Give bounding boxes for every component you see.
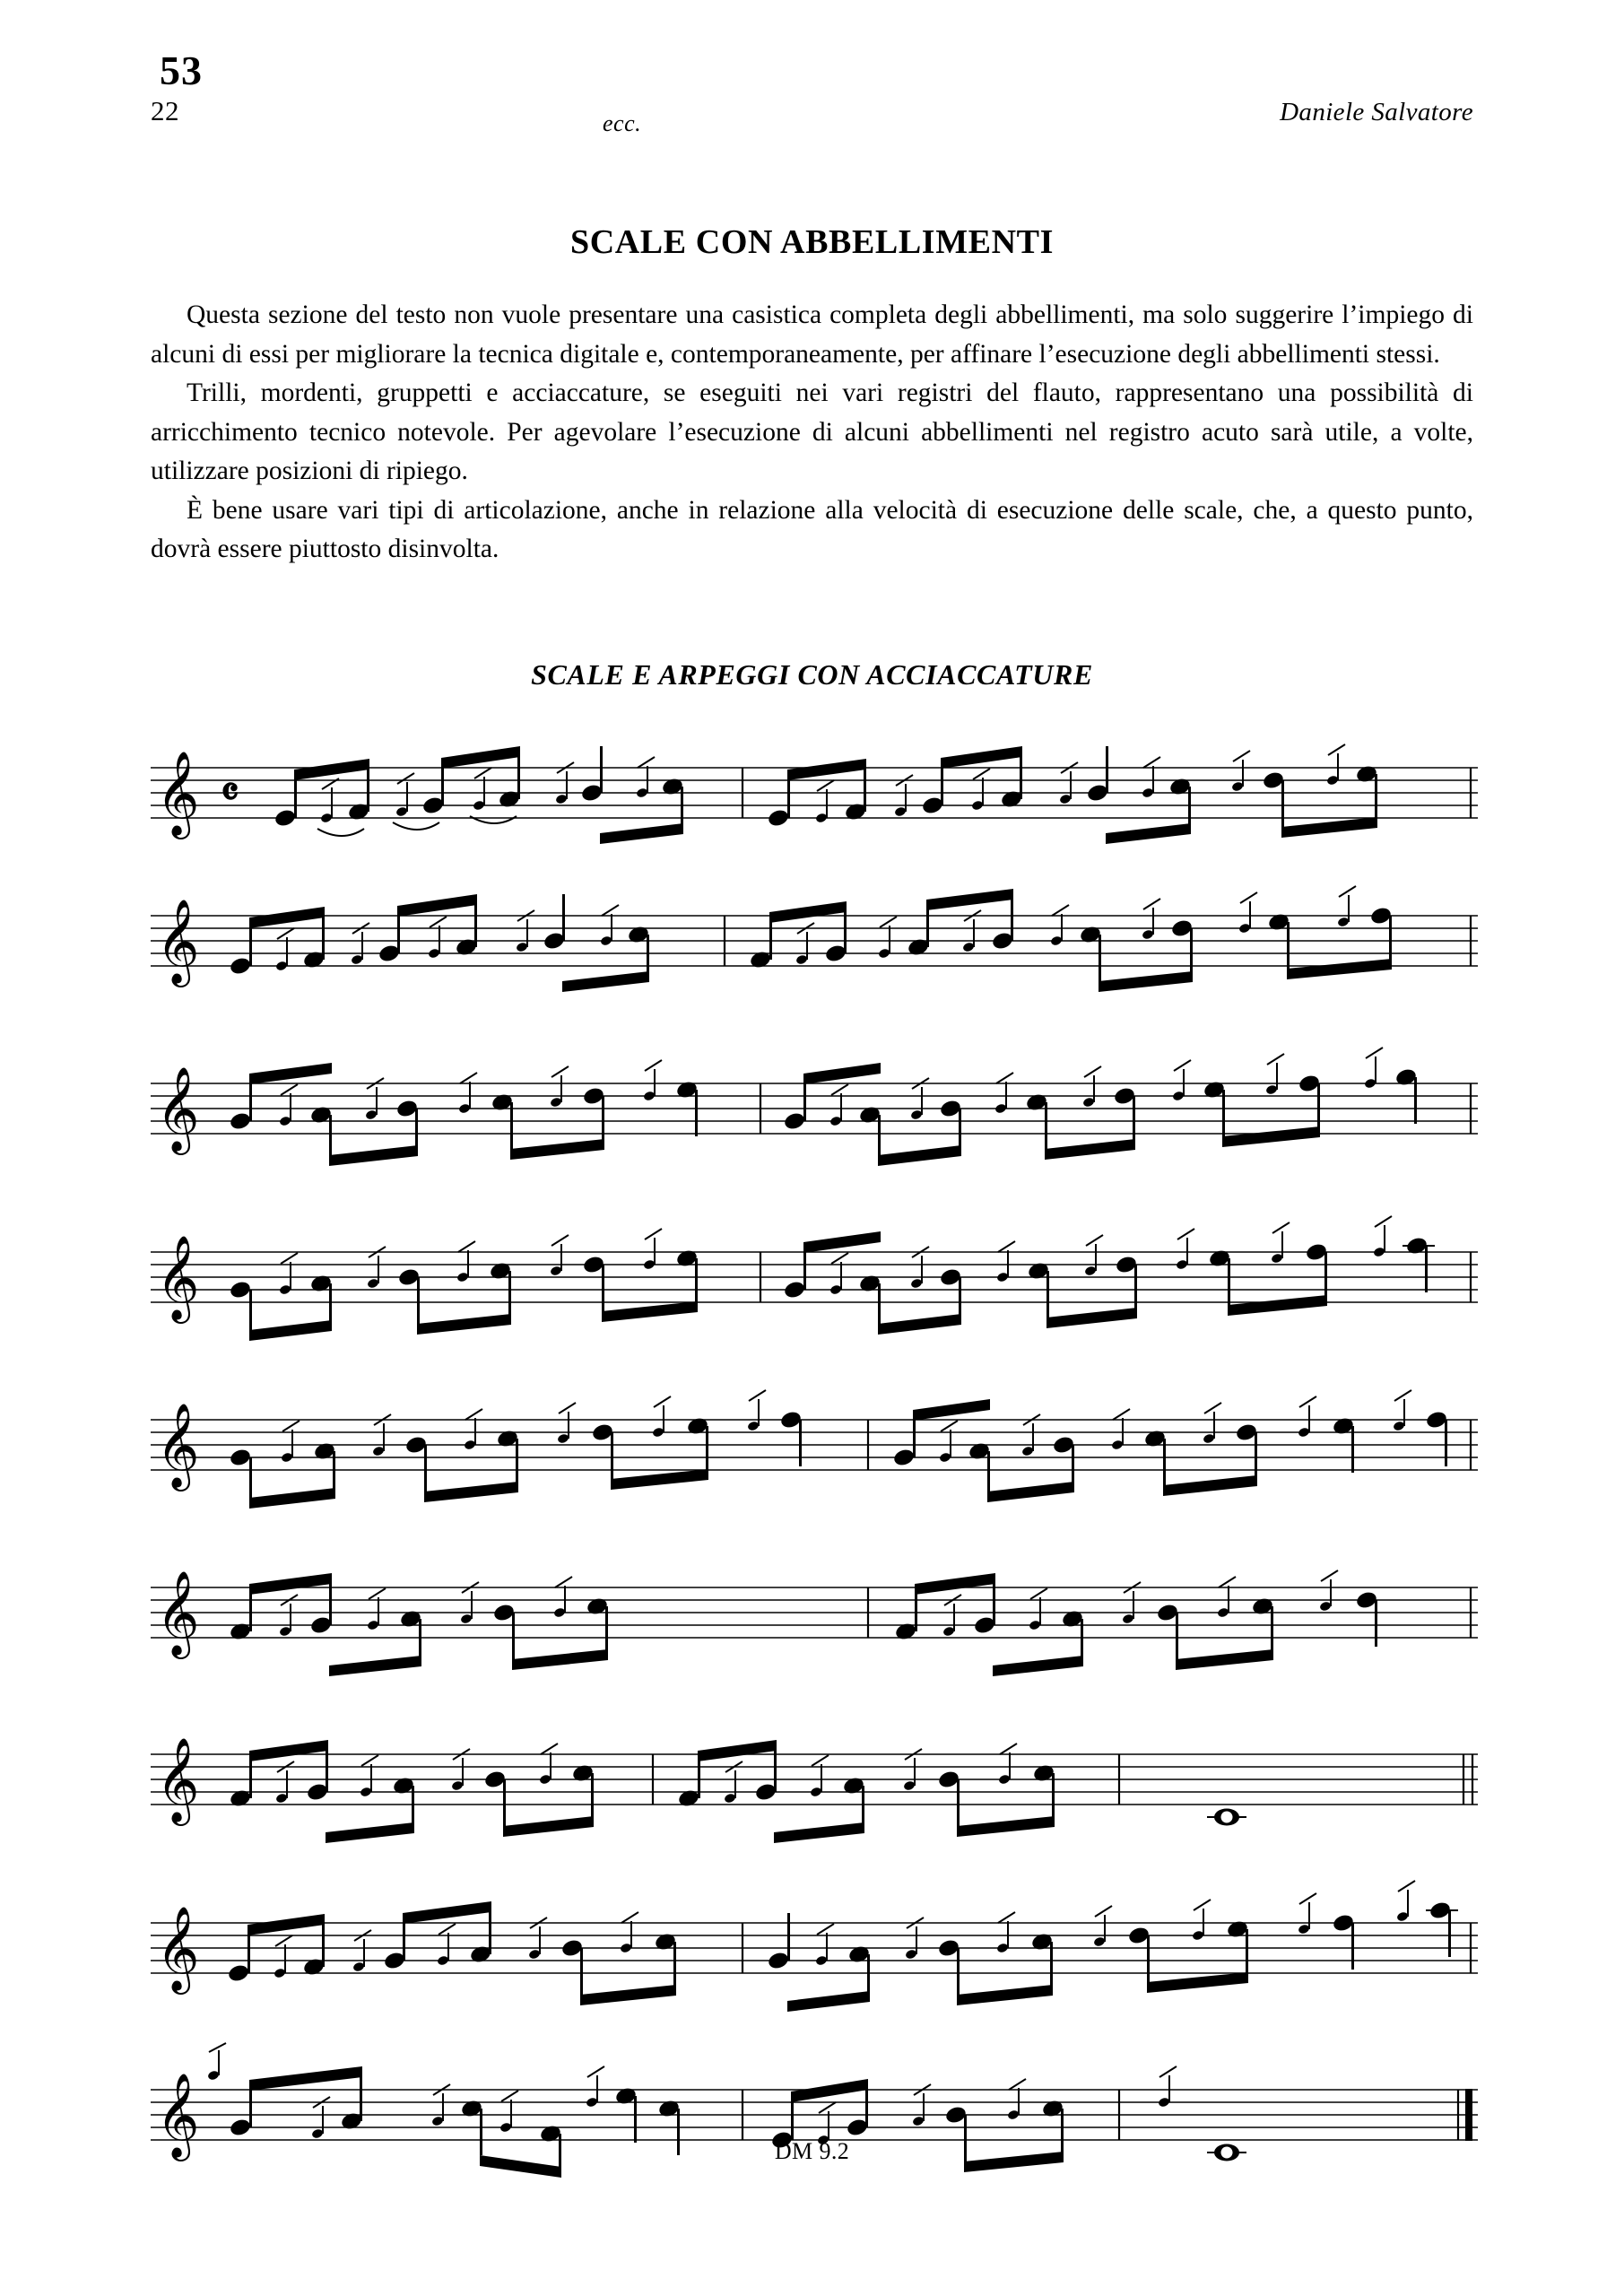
staff-system-1 [151,718,1478,861]
staff-lines [151,1420,1478,1470]
treble-clef-icon: 𝄞 [156,2073,200,2158]
treble-clef-icon: 𝄞 [156,899,200,984]
staff-system-6 [151,1537,1478,1681]
staff-system-7 [151,1704,1478,1848]
body-text [151,296,1473,570]
treble-clef-icon: 𝄞 [156,1737,200,1822]
treble-clef-icon: 𝄞 [156,1906,200,1991]
page-footer: DM 9.2 [774,2138,850,2164]
paragraph-1: Questa sezione del testo non vuole presentare una casistica completa degli abbellimenti, ma solo suggerire l’impiego di alcuni di essi per migliorare la tecnica digitale e, contemporaneamente, per affinare l’esecuzione degli abbellimenti stessi. [151,300,1473,369]
running-head [151,97,1473,138]
treble-clef-icon: 𝄞 [156,1235,200,1320]
staff-system-8 [151,1873,1478,2016]
staff-system-4 [151,1202,1478,1345]
treble-clef-icon: 𝄞 [156,1066,200,1152]
staff-system-5 [151,1370,1478,1513]
treble-clef-icon: 𝄞 [156,1570,200,1656]
measure-2-notes [767,1881,1458,2012]
treble-clef-icon: 𝄞 [156,751,200,836]
common-time-signature: 𝄴 [221,768,239,816]
measure-2-notes [894,1570,1378,1676]
staff-lines [151,1754,1478,1805]
author-name: Daniele Salvatore [1280,98,1473,126]
staff-system-3 [151,1033,1478,1177]
page-number: 22 [151,95,179,126]
staff-lines [151,1923,1478,1973]
measure-1-notes [227,1901,677,2005]
measure-2-notes [767,744,1378,844]
measure-1-notes [229,1060,699,1166]
measure-1-notes [229,1229,699,1341]
measure-3-final-whole-note [1207,1809,1246,1826]
exercise-number: 53 [160,48,203,93]
staff-system-2 [151,865,1478,1009]
continuation-marking: ecc. [603,110,642,136]
measure-2-notes [783,1048,1418,1166]
paragraph-2: Trilli, mordenti, gruppetti e acciaccature, se eseguiti nei vari registri del flauto, rappresentano una possibilità di arricchimento tecnico notevole. Per agevolare l’esecuzione di alcuni abbellimenti nel registro acuto sarà utile, a volte, utilizzare posizioni di ripiego. [151,378,1473,485]
treble-clef-icon: 𝄞 [156,1403,200,1488]
measure-1-notes [229,1390,803,1509]
staff-lines [151,1083,1478,1134]
measure-1-notes [274,746,684,844]
section-title: SCALE CON ABBELLIMENTI [569,223,1054,261]
measure-2-notes [749,886,1393,992]
exercise-subtitle: SCALE E ARPEGGI CON ACCIACCATURE [531,658,1093,691]
measure-2-notes [892,1390,1448,1502]
paragraph-3: È bene usare vari tipi di articolazione, anche in relazione alla velocità di esecuzione delle scale, che, a questo punto, dovrà essere piuttosto disinvolta. [151,495,1473,563]
staff-lines [151,1587,1478,1638]
measure-1-notes [229,894,650,992]
measure-2-notes [783,1216,1435,1335]
